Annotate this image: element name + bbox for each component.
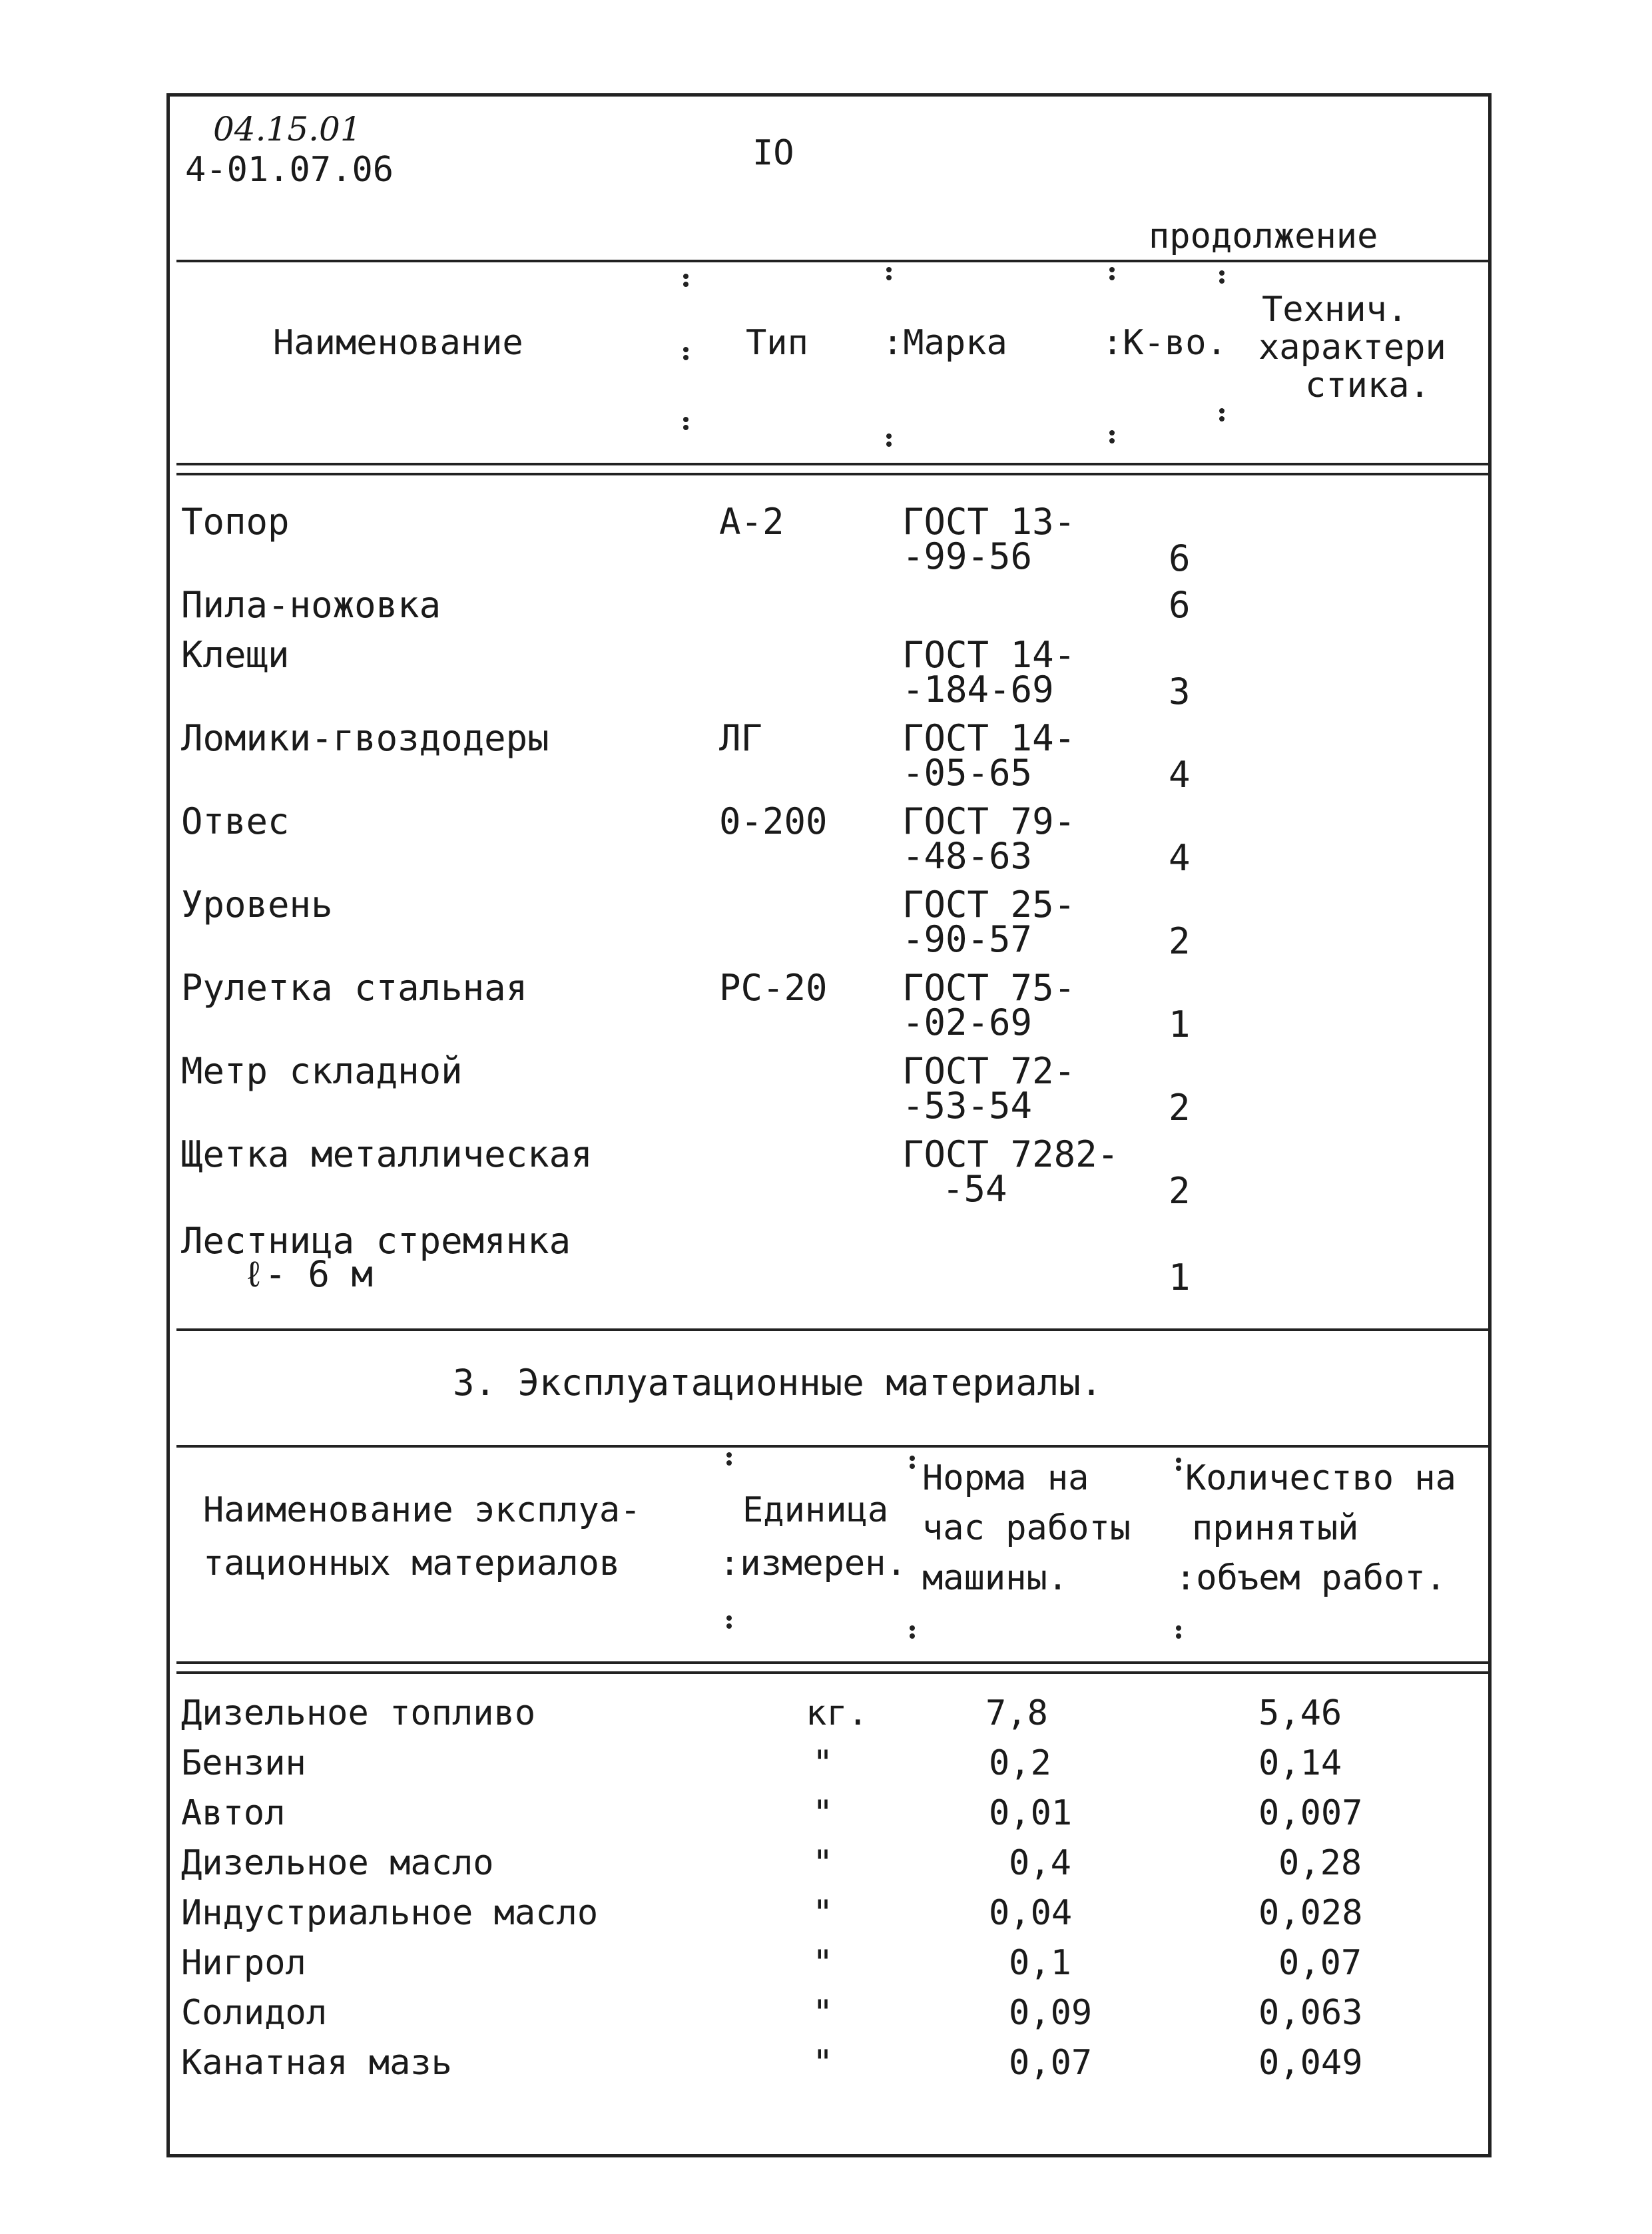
tool-mark-2: -48-63 bbox=[902, 835, 1033, 877]
tool-name: Клещи bbox=[181, 634, 290, 676]
material-name: Солидол bbox=[181, 1993, 328, 2033]
header-qty-1: Количество на bbox=[1185, 1458, 1456, 1498]
material-norm: 0,01 bbox=[989, 1793, 1073, 1833]
continuation-label: продолжение bbox=[1149, 216, 1378, 256]
tool-qty: 2 bbox=[1169, 920, 1191, 962]
header-type: Тип bbox=[746, 323, 808, 363]
material-name: Бензин bbox=[181, 1743, 306, 1783]
handwritten-code: 04.15.01 bbox=[213, 110, 362, 148]
tool-name: Пила-ножовка bbox=[181, 584, 441, 626]
tool-mark-2: -02-69 bbox=[902, 1001, 1033, 1043]
tool-name: Отвес bbox=[181, 800, 290, 842]
material-qty: 0,07 bbox=[1278, 1943, 1362, 1983]
tool-mark-1: ГОСТ 75- bbox=[902, 967, 1076, 1009]
header-unit-1: Единица bbox=[742, 1490, 889, 1530]
section-title: 3. Эксплуатационные материалы. bbox=[453, 1362, 1103, 1404]
header-tech-1: Технич. bbox=[1262, 290, 1408, 330]
tool-qty: 1 bbox=[1169, 1257, 1191, 1298]
material-name: Нигрол bbox=[181, 1943, 306, 1983]
tool-qty: 4 bbox=[1169, 754, 1191, 796]
material-qty: 5,46 bbox=[1258, 1693, 1342, 1733]
material-unit: " bbox=[812, 1843, 834, 1883]
column-divider-dots bbox=[1172, 1448, 1185, 1648]
material-unit: " bbox=[812, 1743, 834, 1783]
material-qty: 0,007 bbox=[1258, 1793, 1363, 1833]
tool-type: 0-200 bbox=[719, 800, 828, 842]
tool-qty: 6 bbox=[1169, 584, 1191, 626]
header-qty-2: принятый bbox=[1192, 1508, 1359, 1548]
tool-mark-1: ГОСТ 7282- bbox=[902, 1133, 1119, 1175]
materials-header-double-rule-1 bbox=[176, 1661, 1488, 1664]
column-divider-dots bbox=[906, 1448, 919, 1648]
tool-type: РС-20 bbox=[719, 967, 828, 1009]
tool-name: Ломики-гвоздодеры bbox=[181, 717, 549, 759]
material-unit: кг. bbox=[806, 1693, 868, 1733]
material-unit: " bbox=[812, 1793, 834, 1833]
tool-mark-1: ГОСТ 25- bbox=[902, 884, 1076, 926]
tool-mark-1: ГОСТ 79- bbox=[902, 800, 1076, 842]
tool-type: А-2 bbox=[719, 501, 784, 543]
tool-mark-2: -99-56 bbox=[902, 535, 1033, 577]
column-divider-dots bbox=[722, 1448, 736, 1648]
header-norm-3: машины. bbox=[922, 1558, 1069, 1598]
material-qty: 0,049 bbox=[1258, 2043, 1363, 2083]
header-norm-1: Норма на bbox=[922, 1458, 1089, 1498]
material-qty: 0,28 bbox=[1278, 1843, 1362, 1883]
column-divider-dots bbox=[1105, 263, 1119, 456]
tool-name: Топор bbox=[181, 501, 290, 543]
material-norm: 0,07 bbox=[1009, 2043, 1093, 2083]
header-tech-3: стика. bbox=[1305, 366, 1430, 406]
material-unit: " bbox=[812, 1893, 834, 1933]
material-norm: 0,04 bbox=[989, 1893, 1073, 1933]
tool-qty: 6 bbox=[1169, 537, 1191, 579]
material-name: Автол bbox=[181, 1793, 286, 1833]
material-norm: 0,4 bbox=[1009, 1843, 1071, 1883]
tool-qty: 2 bbox=[1169, 1087, 1191, 1129]
page-number: IO bbox=[752, 133, 794, 173]
header-qty: :К-во. bbox=[1102, 323, 1227, 363]
header-unit-2: :измерен. bbox=[719, 1543, 907, 1583]
tool-name-sub: ℓ- 6 м bbox=[243, 1253, 373, 1295]
header-material-name-1: Наименование эксплуа- bbox=[203, 1490, 641, 1530]
material-name: Индустриальное масло bbox=[181, 1893, 599, 1933]
tool-qty: 4 bbox=[1169, 837, 1191, 879]
material-name: Дизельное топливо bbox=[181, 1693, 536, 1733]
document-code: 4-01.07.06 bbox=[185, 150, 394, 190]
material-norm: 0,1 bbox=[1009, 1943, 1071, 1983]
tool-mark-1: ГОСТ 14- bbox=[902, 717, 1076, 759]
header-double-rule-1 bbox=[176, 463, 1488, 465]
material-name: Канатная мазь bbox=[181, 2043, 452, 2083]
tool-type: ЛГ bbox=[719, 717, 763, 759]
header-norm-2: час работы bbox=[922, 1508, 1131, 1548]
column-divider-dots bbox=[882, 263, 896, 456]
material-unit: " bbox=[812, 1943, 834, 1983]
material-norm: 0,2 bbox=[989, 1743, 1051, 1783]
tool-qty: 2 bbox=[1169, 1170, 1191, 1212]
material-qty: 0,063 bbox=[1258, 1993, 1363, 2033]
material-qty: 0,14 bbox=[1258, 1743, 1342, 1783]
tool-mark-2: -184-69 bbox=[902, 669, 1054, 710]
header-name: Наименование bbox=[273, 323, 523, 363]
material-unit: " bbox=[812, 1993, 834, 2033]
materials-table-top-rule bbox=[176, 1445, 1488, 1448]
material-norm: 7,8 bbox=[985, 1693, 1048, 1733]
tool-name: Метр складной bbox=[181, 1050, 463, 1092]
tool-mark-1: ГОСТ 13- bbox=[902, 501, 1076, 543]
materials-header-double-rule-2 bbox=[176, 1671, 1488, 1674]
tool-name: Лестница стремянка bbox=[181, 1220, 571, 1262]
material-norm: 0,09 bbox=[1009, 1993, 1093, 2033]
tool-mark-2: -53-54 bbox=[902, 1085, 1033, 1127]
column-divider-dots bbox=[1215, 263, 1229, 436]
header-tech-2: характери bbox=[1258, 328, 1446, 368]
tool-name: Рулетка стальная bbox=[181, 967, 528, 1009]
tool-mark-1: ГОСТ 72- bbox=[902, 1050, 1076, 1092]
tool-mark-1: ГОСТ 14- bbox=[902, 634, 1076, 676]
header-mark: :Марка bbox=[882, 323, 1007, 363]
tool-name: Уровень bbox=[181, 884, 333, 926]
tool-qty: 1 bbox=[1169, 1003, 1191, 1045]
column-divider-dots bbox=[679, 263, 692, 449]
header-material-name-2: тационных материалов bbox=[203, 1543, 621, 1583]
material-unit: " bbox=[812, 2043, 834, 2083]
tool-name: Щетка металлическая bbox=[181, 1133, 593, 1175]
tools-table-bottom-rule bbox=[176, 1328, 1488, 1331]
tool-mark-2: -54 bbox=[942, 1168, 1007, 1210]
material-name: Дизельное масло bbox=[181, 1843, 494, 1883]
table-top-rule bbox=[176, 260, 1488, 262]
material-qty: 0,028 bbox=[1258, 1893, 1363, 1933]
tool-qty: 3 bbox=[1169, 671, 1191, 712]
header-qty-3: :объем работ. bbox=[1175, 1558, 1446, 1598]
tool-mark-2: -05-65 bbox=[902, 752, 1033, 794]
header-double-rule-2 bbox=[176, 473, 1488, 475]
tool-mark-2: -90-57 bbox=[902, 918, 1033, 960]
